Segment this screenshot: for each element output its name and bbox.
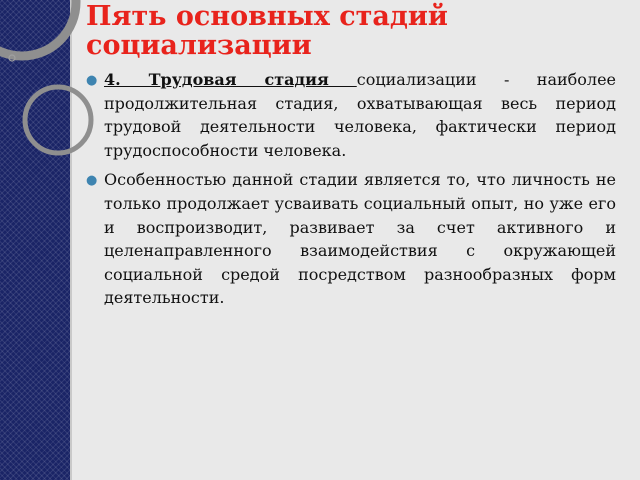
bullet-item-labor-stage [84,68,616,162]
bullet-dot-icon: ● [86,173,98,189]
bullet-item-stage-feature [84,168,616,310]
bullet-text: Особенностью данной стадии является то, что личность не только продолжает усваивать социальный опыт, но уже его и воспроизводит, развивает за счет активного и целенаправленного взаимодействия с окружающей социальной средой посредством разнообразных форм деятельности. [104,170,616,308]
slide-title: Пять основных стадий социализации [86,1,448,61]
bullet-dot-icon: ● [86,73,98,88]
bullet-lead: 4. Трудовая стадия [104,70,357,89]
large-ring [0,0,76,56]
small-ring [25,87,91,153]
bullet-list [84,68,616,316]
bullet-text: социализации - наиболее продолжительная стадия, охватывающая весь период трудовой деятельности человека, фактически период трудоспособности человека. [104,70,617,160]
